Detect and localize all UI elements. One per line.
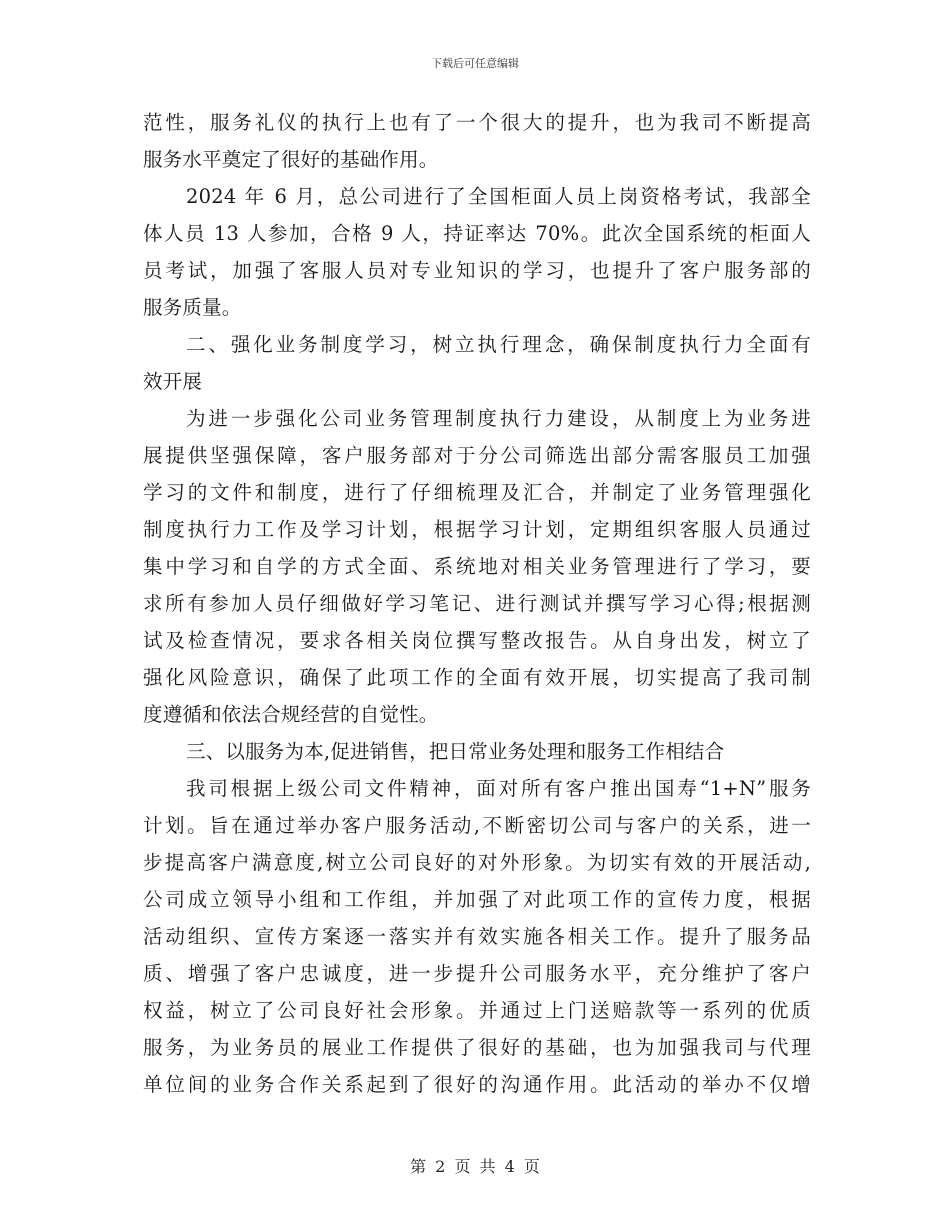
text-line: 活动组织、宣传方案逐一落实并有效实施各相关工作。提升了服务品 <box>143 925 811 948</box>
page-number-footer: 第 2 页 共 4 页 <box>410 1157 540 1176</box>
text-line: 展提供坚强保障，客户服务部对于分公司筛选出部分需客服员工加强 <box>143 444 811 467</box>
text-line: 服务，为业务员的展业工作提供了很好的基础，也为加强我司与代理 <box>143 1036 811 1059</box>
text-line: 二、强化业务制度学习，树立执行理念，确保制度执行力全面有 <box>186 333 811 356</box>
text-line: 服务水平奠定了很好的基础作用。 <box>143 148 439 171</box>
text-line: 求所有参加人员仔细做好学习笔记、进行测试并撰写学习心得;根据测 <box>143 592 811 615</box>
text-line: 为进一步强化公司业务管理制度执行力建设，从制度上为业务进 <box>186 407 811 430</box>
text-line: 范性，服务礼仪的执行上也有了一个很大的提升，也为我司不断提高 <box>143 111 811 134</box>
text-line: 体人员 13 人参加，合格 9 人，持证率达 70%。此次全国系统的柜面人 <box>143 222 811 245</box>
text-line: 效开展 <box>143 370 203 393</box>
text-line: 强化风险意识，确保了此项工作的全面有效开展，切实提高了我司制 <box>143 666 811 689</box>
text-line: 试及检查情况，要求各相关岗位撰写整改报告。从自身出发，树立了 <box>143 629 811 652</box>
text-line: 服务质量。 <box>143 296 242 319</box>
text-line: 公司成立领导小组和工作组，并加强了对此项工作的宣传力度，根据 <box>143 888 811 911</box>
text-line: 学习的文件和制度，进行了仔细梳理及汇合，并制定了业务管理强化 <box>143 481 811 504</box>
text-line: 质、增强了客户忠诚度，进一步提升公司服务水平，充分维护了客户 <box>143 962 811 985</box>
text-line: 权益，树立了公司良好社会形象。并通过上门送赔款等一系列的优质 <box>143 999 811 1022</box>
text-line: 我司根据上级公司文件精神，面对所有客户推出国寿“1+N”服务 <box>186 777 811 800</box>
document-body <box>143 104 811 1103</box>
text-line: 员考试，加强了客服人员对专业知识的学习，也提升了客户服务部的 <box>143 259 811 282</box>
text-line: 三、以服务为本,促进销售，把日常业务处理和服务工作相结合 <box>186 740 725 763</box>
text-line: 单位间的业务合作关系起到了很好的沟通作用。此活动的举办不仅增 <box>143 1073 811 1096</box>
text-line: 制度执行力工作及学习计划，根据学习计划，定期组织客服人员通过 <box>143 518 811 541</box>
page-header: 下载后可任意编辑 <box>431 57 519 70</box>
text-line: 集中学习和自学的方式全面、系统地对相关业务管理进行了学习，要 <box>143 555 811 578</box>
text-line: 2024 年 6 月，总公司进行了全国柜面人员上岗资格考试，我部全 <box>186 185 811 208</box>
text-line: 计划。旨在通过举办客户服务活动,不断密切公司与客户的关系，进一 <box>143 814 811 837</box>
text-line: 步提高客户满意度,树立公司良好的对外形象。为切实有效的开展活动, <box>143 851 811 874</box>
text-line: 度遵循和依法合规经营的自觉性。 <box>143 703 439 726</box>
